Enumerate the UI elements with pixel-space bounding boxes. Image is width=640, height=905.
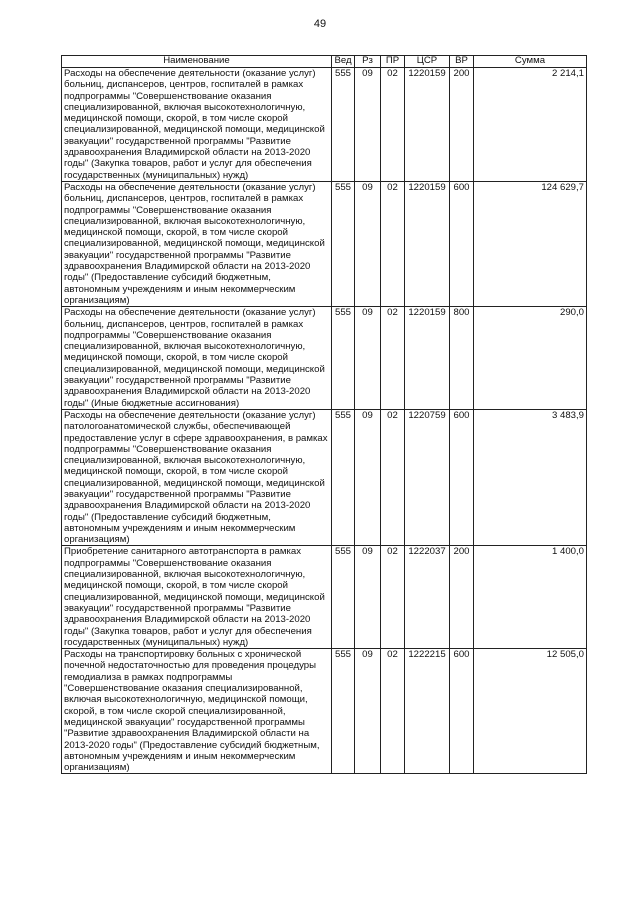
row-name: Расходы на обеспечение деятельности (оказание услуг) патологоанатомической службы, обеспечивающей предоставление услуг в сфере здравоохранения, в рамках подпрограммы "Совершенствование оказания специализированной, включая высокотехнологичную, медицинской помощи, скорой, в том числе скорой специализированной, медицинской помощи, медицинской эвакуации" государственной программы "Развитие здравоохранения Владимирской области на 2013-2020 годы" (Предоставление субсидий бюджетным, автономным учреждениям и иным некоммерческим организациям) (62, 409, 332, 546)
header-sum: Сумма (474, 56, 587, 68)
row-csr: 1220159 (405, 68, 450, 182)
header-pr: ПР (381, 56, 405, 68)
row-sum: 290,0 (474, 307, 587, 410)
row-vr: 200 (450, 68, 474, 182)
row-rz: 09 (355, 546, 381, 649)
row-csr: 1222037 (405, 546, 450, 649)
row-rz: 09 (355, 307, 381, 410)
row-sum: 3 483,9 (474, 409, 587, 546)
row-name: Расходы на обеспечение деятельности (оказание услуг) больниц, диспансеров, центров, госпиталей в рамках подпрограммы "Совершенствование оказания специализированной, включая высокотехнологичную, медицинской помощи, скорой, в том числе скорой специализированной, медицинской помощи, медицинской эвакуации" государственной программы "Развитие здравоохранения Владимирской области на 2013-2020 годы" (Иные бюджетные ассигнования) (62, 307, 332, 410)
row-vr: 200 (450, 546, 474, 649)
table-row (62, 68, 587, 182)
header-ved: Вед (332, 56, 355, 68)
row-ved: 555 (332, 181, 355, 306)
table-row (62, 546, 587, 649)
page-number: 49 (313, 18, 327, 30)
row-name: Расходы на обеспечение деятельности (оказание услуг) больниц, диспансеров, центров, госпиталей в рамках подпрограммы "Совершенствование оказания специализированной, включая высокотехнологичную, медицинской помощи, скорой, в том числе скорой специализированной, медицинской помощи, медицинской эвакуации" государственной программы "Развитие здравоохранения Владимирской области на 2013-2020 годы" (Закупка товаров, работ и услуг для обеспечения государственных (муниципальных) нужд) (62, 68, 332, 182)
row-name: Расходы на транспортировку больных с хронической почечной недостаточностью для проведения процедуры гемодиализа в рамках подпрограммы "Совершенствование оказания специализированной, включая высокотехнологичную, медицинской помощи, скорой, в том числе скорой специализированной, медицинской эвакуации" государственной программы "Развитие здравоохранения Владимирской области на 2013-2020 годы" (Предоставление субсидий бюджетным, автономным учреждениям и иным некоммерческим организациям) (62, 649, 332, 774)
row-vr: 600 (450, 649, 474, 774)
row-vr: 600 (450, 409, 474, 546)
row-rz: 09 (355, 409, 381, 546)
table-row (62, 409, 587, 546)
row-pr: 02 (381, 546, 405, 649)
row-csr: 1220159 (405, 181, 450, 306)
row-rz: 09 (355, 68, 381, 182)
row-ved: 555 (332, 68, 355, 182)
row-csr: 1222215 (405, 649, 450, 774)
row-pr: 02 (381, 307, 405, 410)
row-rz: 09 (355, 649, 381, 774)
row-rz: 09 (355, 181, 381, 306)
row-name: Приобретение санитарного автотранспорта в рамках подпрограммы "Совершенствование оказания специализированной, включая высокотехнологичную, медицинской помощи, скорой, в том числе скорой специализированной, медицинской помощи, медицинской эвакуации" государственной программы "Развитие здравоохранения Владимирской области на 2013-2020 годы" (Закупка товаров, работ и услуг для обеспечения государственных (муниципальных) нужд) (62, 546, 332, 649)
row-csr: 1220759 (405, 409, 450, 546)
header-csr: ЦСР (405, 56, 450, 68)
header-vr: ВР (450, 56, 474, 68)
row-ved: 555 (332, 546, 355, 649)
row-name: Расходы на обеспечение деятельности (оказание услуг) больниц, диспансеров, центров, госпиталей в рамках подпрограммы "Совершенствование оказания специализированной, включая высокотехнологичную, медицинской помощи, скорой, в том числе скорой специализированной, медицинской помощи, медицинской эвакуации" государственной программы "Развитие здравоохранения Владимирской области на 2013-2020 годы" (Предоставление субсидий бюджетным, автономным учреждениям и иным некоммерческим организациям) (62, 181, 332, 306)
row-sum: 12 505,0 (474, 649, 587, 774)
table-row (62, 649, 587, 774)
row-vr: 800 (450, 307, 474, 410)
header-name: Наименование (62, 56, 332, 68)
row-sum: 124 629,7 (474, 181, 587, 306)
row-pr: 02 (381, 68, 405, 182)
row-ved: 555 (332, 649, 355, 774)
row-ved: 555 (332, 409, 355, 546)
row-csr: 1220159 (405, 307, 450, 410)
table-header-row (62, 56, 587, 68)
table-row (62, 181, 587, 306)
table-row (62, 307, 587, 410)
row-pr: 02 (381, 181, 405, 306)
row-sum: 2 214,1 (474, 68, 587, 182)
budget-table (61, 55, 587, 774)
row-sum: 1 400,0 (474, 546, 587, 649)
header-rz: Рз (355, 56, 381, 68)
row-pr: 02 (381, 409, 405, 546)
row-ved: 555 (332, 307, 355, 410)
row-vr: 600 (450, 181, 474, 306)
row-pr: 02 (381, 649, 405, 774)
